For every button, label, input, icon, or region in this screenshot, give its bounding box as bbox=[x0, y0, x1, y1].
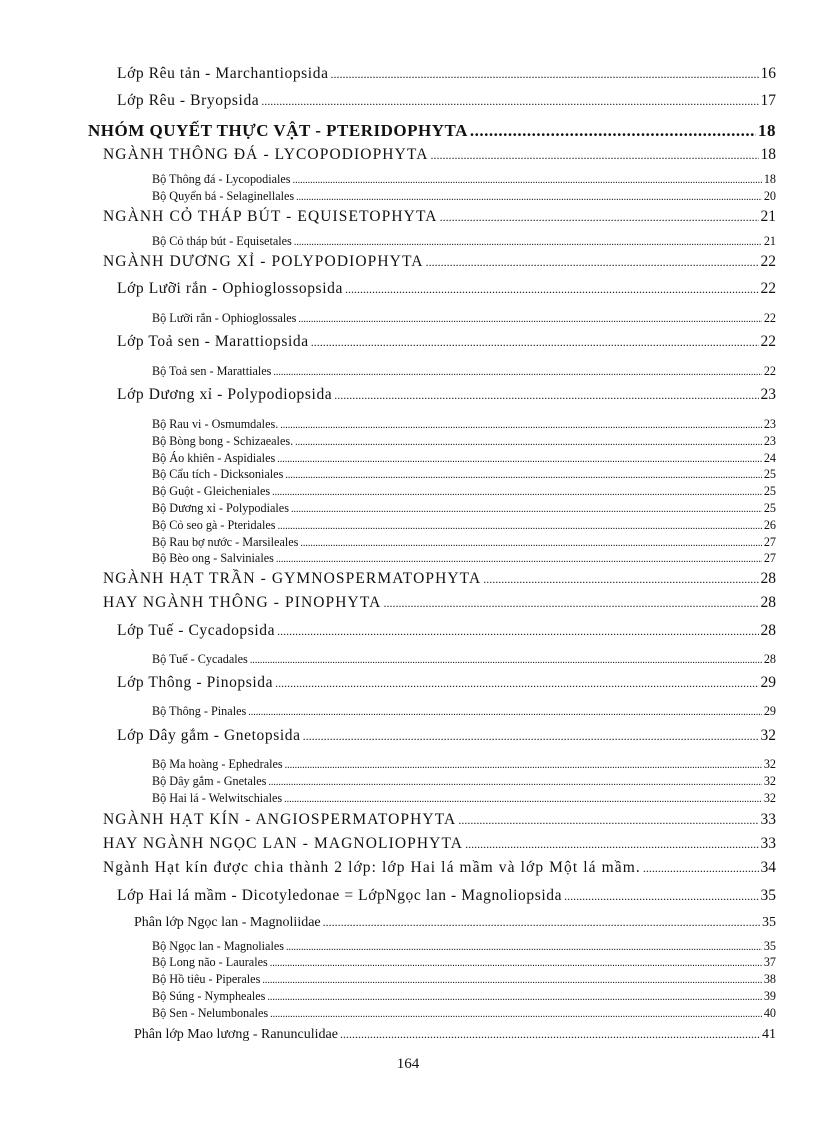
toc-entry-title: Bộ Sen - Nelumbonales bbox=[152, 1006, 269, 1020]
toc-entry bbox=[152, 652, 776, 667]
dot-leader bbox=[643, 859, 759, 877]
toc-entry-page: 25 bbox=[763, 484, 776, 498]
toc-entry-title: Bộ Dương xỉ - Polypodiales bbox=[152, 501, 289, 515]
toc-entry-title: Bộ Dây gắm - Gnetales bbox=[152, 774, 267, 788]
toc-entry-title: Bộ Súng - Nympheales bbox=[152, 989, 266, 1003]
toc-entry-page: 23 bbox=[760, 386, 776, 403]
toc-entry-title: Bộ Bèo ong - Salviniales bbox=[152, 551, 274, 565]
toc-entry-page: 17 bbox=[760, 92, 776, 109]
toc-entry-title: Bộ Cỏ tháp bút - Equisetales bbox=[152, 234, 292, 248]
dot-leader bbox=[261, 92, 758, 110]
toc-entry bbox=[152, 704, 776, 719]
toc-entry-page: 27 bbox=[763, 551, 776, 565]
toc-entry-title: Phân lớp Ngọc lan - Magnoliidae bbox=[134, 915, 321, 930]
toc-entry-title: Ngành Hạt kín được chia thành 2 lớp: lớp Hai lá mầm và lớp Một lá mầm. bbox=[103, 859, 641, 876]
dot-leader bbox=[248, 704, 762, 719]
dot-leader bbox=[296, 189, 762, 204]
dot-leader bbox=[268, 774, 761, 789]
dot-leader bbox=[272, 484, 762, 499]
toc-entry-page: 28 bbox=[760, 622, 776, 639]
dot-leader bbox=[303, 727, 759, 745]
page-number: 164 bbox=[396, 1056, 420, 1072]
toc-entry bbox=[152, 551, 776, 566]
toc-entry-title: Bộ Hai lá - Welwitschiales bbox=[152, 791, 283, 805]
toc-entry-title: NGÀNH DƯƠNG XỈ - POLYPODIOPHYTA bbox=[103, 253, 424, 270]
toc-entry-title: Bộ Rau vi - Osmumdales. bbox=[152, 417, 279, 431]
toc-entry-title: Bộ Tuế - Cycadales bbox=[152, 652, 248, 666]
dot-leader bbox=[300, 535, 761, 550]
toc-entry bbox=[134, 1025, 776, 1043]
toc-entry-title: Lớp Dương xỉ - Polypodiopsida bbox=[117, 386, 333, 403]
toc-entry-title: Lớp Thông - Pinopsida bbox=[117, 674, 274, 691]
dot-leader bbox=[276, 551, 762, 566]
toc-entry-title: Bộ Thông đá - Lycopodiales bbox=[152, 172, 291, 186]
dot-leader bbox=[426, 253, 759, 271]
toc-entry-page: 16 bbox=[760, 65, 776, 82]
toc-entry bbox=[103, 809, 776, 829]
toc-entry bbox=[103, 857, 776, 877]
dot-leader bbox=[278, 518, 762, 533]
dot-leader bbox=[458, 811, 758, 829]
toc-entry-title: Bộ Cẩu tích - Dicksoniales bbox=[152, 467, 284, 481]
toc-entry-page: 33 bbox=[760, 811, 776, 828]
toc-entry-page: 33 bbox=[760, 835, 776, 852]
toc-entry-page: 35 bbox=[762, 915, 776, 930]
toc-entry bbox=[117, 885, 776, 905]
toc-entry bbox=[103, 592, 776, 612]
toc-entry-page: 25 bbox=[763, 501, 776, 515]
toc-entry-page: 18 bbox=[763, 172, 776, 186]
dot-leader bbox=[285, 757, 762, 772]
dot-leader bbox=[285, 467, 761, 482]
toc-entry bbox=[152, 451, 776, 466]
toc-entry-page: 40 bbox=[763, 1006, 776, 1020]
toc-entry-page: 21 bbox=[763, 234, 776, 248]
toc-entry bbox=[103, 833, 776, 853]
toc-entry-title: Bộ Thông - Pinales bbox=[152, 704, 247, 718]
dot-leader bbox=[334, 386, 758, 404]
toc-entry-title: Bộ Hồ tiêu - Piperales bbox=[152, 972, 261, 986]
dot-leader bbox=[465, 835, 758, 853]
toc-entry-title: Lớp Toả sen - Marattiopsida bbox=[117, 333, 309, 350]
toc-entry-page: 22 bbox=[760, 333, 776, 350]
toc-entry-title: Bộ Guột - Gleicheniales bbox=[152, 484, 271, 498]
toc-entry-page: 41 bbox=[762, 1027, 776, 1042]
dot-leader bbox=[262, 972, 761, 987]
toc-entry-title: Bộ Ngọc lan - Magnoliales bbox=[152, 939, 285, 953]
toc-entry-title: Lớp Rêu - Bryopsida bbox=[117, 92, 260, 109]
toc-entry-page: 26 bbox=[763, 518, 776, 532]
toc-entry-page: 24 bbox=[763, 451, 776, 465]
dot-leader bbox=[275, 674, 758, 692]
dot-leader bbox=[280, 417, 762, 432]
toc-entry bbox=[152, 939, 776, 954]
dot-leader bbox=[270, 955, 762, 970]
toc-entry-page: 35 bbox=[760, 887, 776, 904]
toc-entry bbox=[152, 757, 776, 772]
toc-entry-page: 37 bbox=[763, 955, 776, 969]
toc-entry-title: Lớp Tuế - Cycadopsida bbox=[117, 622, 276, 639]
toc-entry-page: 32 bbox=[763, 791, 776, 805]
dot-leader bbox=[293, 172, 762, 187]
toc-entry-page: 23 bbox=[763, 417, 776, 431]
toc-entry bbox=[117, 278, 776, 298]
dot-leader bbox=[291, 501, 762, 516]
toc-entry bbox=[117, 725, 776, 745]
toc-entry-title: Lớp Rêu tản - Marchantiopsida bbox=[117, 65, 329, 82]
toc-entry bbox=[103, 144, 776, 164]
toc-entry bbox=[117, 63, 776, 83]
dot-leader bbox=[294, 234, 762, 249]
dot-leader bbox=[295, 434, 762, 449]
toc-entry bbox=[152, 972, 776, 987]
toc-entry-page: 32 bbox=[760, 727, 776, 744]
toc-entry-page: 29 bbox=[763, 704, 776, 718]
toc-entry bbox=[152, 434, 776, 449]
dot-leader bbox=[284, 791, 762, 806]
dot-leader bbox=[431, 146, 759, 164]
toc-entry-page: 22 bbox=[763, 311, 776, 325]
toc-entry-title: Bộ Rau bợ nước - Marsileales bbox=[152, 535, 299, 549]
toc-entry-page: 28 bbox=[763, 652, 776, 666]
toc-entry bbox=[152, 172, 776, 187]
toc-entry bbox=[152, 364, 776, 379]
toc-entry-page: 29 bbox=[760, 674, 776, 691]
toc-entry-page: 21 bbox=[760, 208, 776, 225]
dot-leader bbox=[383, 594, 758, 612]
dot-leader bbox=[270, 1006, 762, 1021]
toc-entry-page: 32 bbox=[763, 757, 776, 771]
toc-entry-title: HAY NGÀNH NGỌC LAN - MAGNOLIOPHYTA bbox=[103, 835, 464, 852]
toc-entry-page: 38 bbox=[763, 972, 776, 986]
toc-entry-page: 18 bbox=[760, 146, 776, 163]
toc-entry-title: Lớp Hai lá mầm - Dicotyledonae = LớpNgọc lan - Magnoliopsida bbox=[117, 887, 563, 904]
toc-entry bbox=[103, 251, 776, 271]
toc-entry-title: NGÀNH CỎ THÁP BÚT - EQUISETOPHYTA bbox=[103, 208, 438, 225]
toc-entry-title: Bộ Lưỡi rắn - Ophioglossales bbox=[152, 311, 297, 325]
toc-entry-title: NHÓM QUYẾT THỰC VẬT - PTERIDOPHYTA bbox=[88, 121, 468, 140]
dot-leader bbox=[331, 65, 759, 83]
toc-entry bbox=[152, 989, 776, 1004]
dot-leader bbox=[298, 311, 761, 326]
toc-entry-title: NGÀNH THÔNG ĐÁ - LYCOPODIOPHYTA bbox=[103, 146, 429, 163]
toc-entry-title: Bộ Quyển bá - Selaginellales bbox=[152, 189, 295, 203]
dot-leader bbox=[345, 280, 759, 298]
toc-entry-page: 22 bbox=[760, 253, 776, 270]
toc-entry bbox=[152, 791, 776, 806]
toc-entry bbox=[152, 774, 776, 789]
toc-entry bbox=[117, 384, 776, 404]
dot-leader bbox=[564, 887, 758, 905]
toc-entry bbox=[152, 311, 776, 326]
toc-entry bbox=[103, 568, 776, 588]
toc-entry-page: 28 bbox=[760, 570, 776, 587]
toc-entry-title: Lớp Lưỡi rắn - Ophioglossopsida bbox=[117, 280, 343, 297]
toc-entry-page: 18 bbox=[758, 121, 776, 140]
toc-entry-title: Bộ Bòng bong - Schizaeales. bbox=[152, 434, 294, 448]
toc-entry-title: Phân lớp Mao lương - Ranunculidae bbox=[134, 1027, 338, 1042]
toc-entry-page: 23 bbox=[763, 434, 776, 448]
toc-entry bbox=[152, 1006, 776, 1021]
toc-entry-page: 22 bbox=[760, 280, 776, 297]
dot-leader bbox=[250, 652, 762, 667]
toc-entry bbox=[152, 189, 776, 204]
toc-entry bbox=[117, 672, 776, 692]
toc-entry bbox=[88, 121, 776, 141]
dot-leader bbox=[311, 333, 759, 351]
dot-leader bbox=[277, 451, 762, 466]
toc-entry bbox=[152, 955, 776, 970]
toc-entry-title: NGÀNH HẠT KÍN - ANGIOSPERMATOPHYTA bbox=[103, 811, 457, 828]
toc-entry-page: 20 bbox=[763, 189, 776, 203]
toc-entry-title: Bộ Toả sen - Marattiales bbox=[152, 364, 272, 378]
dot-leader bbox=[340, 1027, 760, 1043]
toc-entry bbox=[117, 90, 776, 110]
toc-entry-page: 25 bbox=[763, 467, 776, 481]
toc-entry-page: 27 bbox=[763, 535, 776, 549]
dot-leader bbox=[323, 915, 760, 931]
dot-leader bbox=[483, 570, 758, 588]
dot-leader bbox=[267, 989, 761, 1004]
toc-entry-title: Lớp Dây gắm - Gnetopsida bbox=[117, 727, 301, 744]
toc-entry bbox=[134, 913, 776, 931]
toc-entry-title: HAY NGÀNH THÔNG - PINOPHYTA bbox=[103, 594, 382, 611]
toc-entry bbox=[103, 206, 776, 226]
toc-entry bbox=[152, 234, 776, 249]
dot-leader bbox=[277, 622, 758, 640]
dot-leader bbox=[286, 939, 762, 954]
toc-entry-page: 35 bbox=[763, 939, 776, 953]
toc-entry-title: Bộ Cỏ seo gà - Pteridales bbox=[152, 518, 276, 532]
toc-entry bbox=[117, 331, 776, 351]
toc-entry-title: NGÀNH HẠT TRẦN - GYMNOSPERMATOPHYTA bbox=[103, 570, 482, 587]
toc-entry bbox=[152, 501, 776, 516]
toc-entry-page: 28 bbox=[760, 594, 776, 611]
toc-entry bbox=[152, 467, 776, 482]
toc-entry-page: 39 bbox=[763, 989, 776, 1003]
toc-entry bbox=[152, 518, 776, 533]
toc-entry-page: 22 bbox=[763, 364, 776, 378]
toc-entry bbox=[117, 620, 776, 640]
toc-entry bbox=[152, 417, 776, 432]
dot-leader bbox=[273, 364, 761, 379]
toc-entry-title: Bộ Áo khiên - Aspidiales bbox=[152, 451, 276, 465]
toc-entry-title: Bộ Ma hoàng - Ephedrales bbox=[152, 757, 283, 771]
toc-entry-page: 34 bbox=[760, 859, 776, 876]
dot-leader bbox=[470, 121, 756, 141]
toc-entry bbox=[152, 535, 776, 550]
toc-entry-title: Bộ Long não - Laurales bbox=[152, 955, 268, 969]
dot-leader bbox=[440, 208, 759, 226]
toc-entry bbox=[152, 484, 776, 499]
toc-entry-page: 32 bbox=[763, 774, 776, 788]
